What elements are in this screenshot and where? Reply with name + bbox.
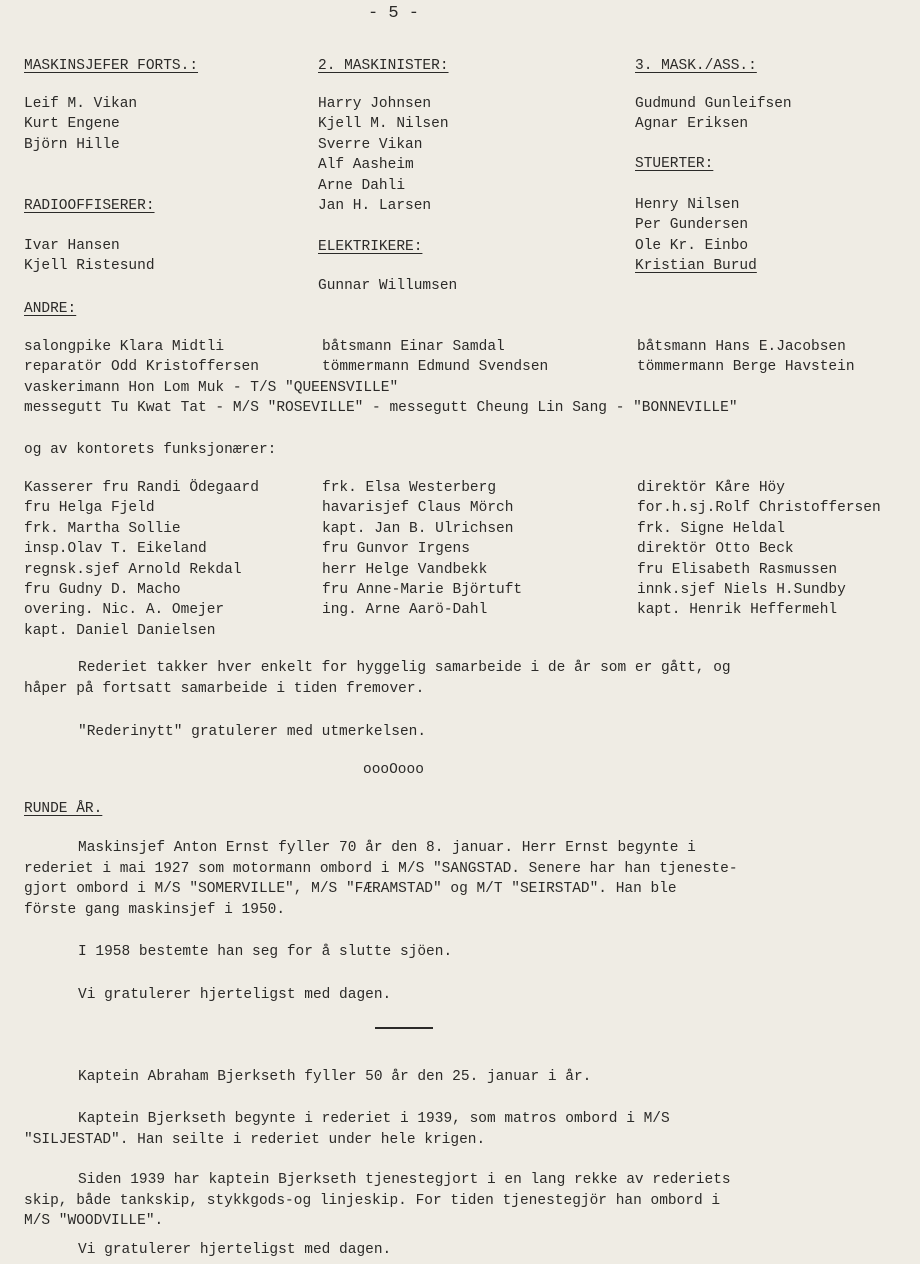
third-engineers-list: [635, 94, 792, 135]
others-col-1: [24, 337, 259, 378]
section-separator: [375, 1027, 433, 1029]
list-item: regnsk.sjef Arnold Rekdal: [24, 561, 242, 578]
birthday-paragraph-2: [24, 942, 884, 963]
list-item: Harry Johnsen: [318, 96, 432, 112]
text-line: Vi gratulerer hjerteligst med dagen.: [78, 987, 392, 1003]
list-item: innk.sjef Niels H.Sundby: [637, 581, 846, 598]
second-engineers-heading: 2. MASKINISTER:: [318, 58, 449, 74]
text-line: M/S "WOODVILLE".: [24, 1213, 164, 1230]
list-item: Agnar Eriksen: [635, 116, 749, 133]
birthday-paragraph-3: [24, 985, 884, 1006]
office-heading: og av kontorets funksjonærer:: [24, 442, 277, 458]
list-item: Sverre Vikan: [318, 136, 423, 153]
list-item: fru Gunvor Irgens: [322, 541, 470, 558]
chief-engineers-list: [24, 94, 137, 155]
list-item: messegutt Tu Kwat Tat - M/S "ROSEVILLE" - messegutt Cheung Lin Sang - "BONNEVILLE": [24, 400, 738, 417]
list-item: fru Gudny D. Macho: [24, 581, 181, 598]
list-item: Alf Aasheim: [318, 157, 414, 174]
list-item: direktör Kåre Höy: [637, 480, 785, 496]
list-item: Henry Nilsen: [635, 197, 740, 213]
list-item: Kurt Engene: [24, 116, 120, 133]
others-heading: ANDRE:: [24, 301, 77, 317]
list-item: Gudmund Gunleifsen: [635, 96, 792, 112]
text-line: "Rederinytt" gratulerer med utmerkelsen.: [78, 724, 427, 740]
text-line: skip, både tankskip, stykkgods-og linjeskip. For tiden tjenestegjör han ombord i: [24, 1192, 721, 1209]
list-item: tömmermann Edmund Svendsen: [322, 359, 549, 376]
text-line: Kaptein Abraham Bjerkseth fyller 50 år den 25. januar i år.: [78, 1069, 592, 1085]
text-line: I 1958 bestemte han seg for å slutte sjöen.: [78, 944, 453, 960]
list-item: Björn Hille: [24, 136, 120, 153]
text-line: förste gang maskinsjef i 1950.: [24, 901, 286, 918]
text-line: Maskinsjef Anton Ernst fyller 70 år den 8. januar. Herr Ernst begynte i: [78, 840, 696, 856]
list-item: Kjell M. Nilsen: [318, 116, 449, 133]
text-line: rederiet i mai 1927 som motormann ombord i M/S "SANGSTAD. Senere har han tjeneste-: [24, 860, 738, 877]
stewards-list: [635, 195, 757, 277]
list-item: kapt. Daniel Danielsen: [24, 622, 216, 639]
electricians-list: [318, 276, 457, 296]
text-line: håper på fortsatt samarbeide i tiden fremover.: [24, 680, 425, 697]
list-item: fru Anne-Marie Björtuft: [322, 581, 523, 598]
thanks-paragraph: [24, 658, 884, 699]
list-item: salongpike Klara Midtli: [24, 339, 225, 355]
congrats-line: [24, 722, 884, 743]
list-item: insp.Olav T. Eikeland: [24, 541, 207, 558]
birthday-paragraph-7: [24, 1240, 884, 1261]
list-item: Kjell Ristesund: [24, 258, 155, 275]
list-item: ing. Arne Aarö-Dahl: [322, 602, 488, 619]
text-line: gjort ombord i M/S "SOMERVILLE", M/S "FÆRAMSTAD" og M/T "SEIRSTAD". Han ble: [24, 881, 677, 898]
list-item: Gunnar Willumsen: [318, 278, 458, 294]
list-item: direktör Otto Beck: [637, 541, 794, 558]
birthdays-heading: RUNDE ÅR.: [24, 801, 103, 817]
others-col-3: [637, 337, 855, 378]
list-item: herr Helge Vandbekk: [322, 561, 488, 578]
list-item: båtsmann Einar Samdal: [322, 339, 505, 355]
text-line: "SILJESTAD". Han seilte i rederiet under hele krigen.: [24, 1131, 486, 1148]
radio-officers-list: [24, 236, 155, 277]
list-item: tömmermann Berge Havstein: [637, 359, 855, 376]
list-item: Arne Dahli: [318, 177, 406, 194]
list-item: vaskerimann Hon Lom Muk - T/S "QUEENSVILLE": [24, 380, 399, 396]
divider-ornament: oooOooo: [363, 762, 424, 778]
list-item: Ole Kr. Einbo: [635, 237, 749, 254]
birthday-paragraph-4: [24, 1067, 884, 1088]
electricians-heading: ELEKTRIKERE:: [318, 239, 423, 255]
list-item: for.h.sj.Rolf Christoffersen: [637, 500, 881, 517]
chief-engineers-heading: MASKINSJEFER FORTS.:: [24, 58, 199, 74]
others-col-2: [322, 337, 548, 378]
birthday-paragraph-6: [24, 1170, 884, 1232]
list-item: Jan H. Larsen: [318, 197, 432, 214]
second-engineers-list: [318, 94, 449, 216]
office-col-3: [637, 478, 881, 621]
stewards-heading: STUERTER:: [635, 156, 714, 172]
list-item: kapt. Henrik Heffermehl: [637, 602, 838, 619]
list-item: havarisjef Claus Mörch: [322, 500, 514, 517]
list-item: Kasserer fru Randi Ödegaard: [24, 480, 259, 496]
list-item: fru Helga Fjeld: [24, 500, 155, 517]
page-number: - 5 -: [368, 4, 420, 23]
list-item: båtsmann Hans E.Jacobsen: [637, 339, 846, 355]
list-item: Ivar Hansen: [24, 238, 120, 254]
birthday-paragraph-1: [24, 838, 884, 920]
others-lines: [24, 378, 738, 419]
list-item: fru Elisabeth Rasmussen: [637, 561, 838, 578]
list-item: Per Gundersen: [635, 217, 749, 234]
list-item: frk. Signe Heldal: [637, 520, 785, 537]
list-item: Leif M. Vikan: [24, 96, 138, 112]
list-item: reparatör Odd Kristoffersen: [24, 359, 259, 376]
office-col-2: [322, 478, 522, 621]
list-item: frk. Martha Sollie: [24, 520, 181, 537]
office-col-1: [24, 478, 259, 641]
third-engineers-heading: 3. MASK./ASS.:: [635, 58, 757, 74]
text-line: Kaptein Bjerkseth begynte i rederiet i 1939, som matros ombord i M/S: [78, 1111, 670, 1127]
text-line: Siden 1939 har kaptein Bjerkseth tjenestegjort i en lang rekke av rederiets: [78, 1172, 731, 1188]
text-line: Rederiet takker hver enkelt for hyggelig samarbeide i de år som er gått, og: [78, 660, 731, 676]
list-item: overing. Nic. A. Omejer: [24, 602, 225, 619]
radio-officers-heading: RADIOOFFISERER:: [24, 198, 155, 214]
text-line: Vi gratulerer hjerteligst med dagen.: [78, 1242, 392, 1258]
list-item: Kristian Burud: [635, 258, 757, 275]
list-item: kapt. Jan B. Ulrichsen: [322, 520, 514, 537]
list-item: frk. Elsa Westerberg: [322, 480, 497, 496]
birthday-paragraph-5: [24, 1109, 884, 1150]
